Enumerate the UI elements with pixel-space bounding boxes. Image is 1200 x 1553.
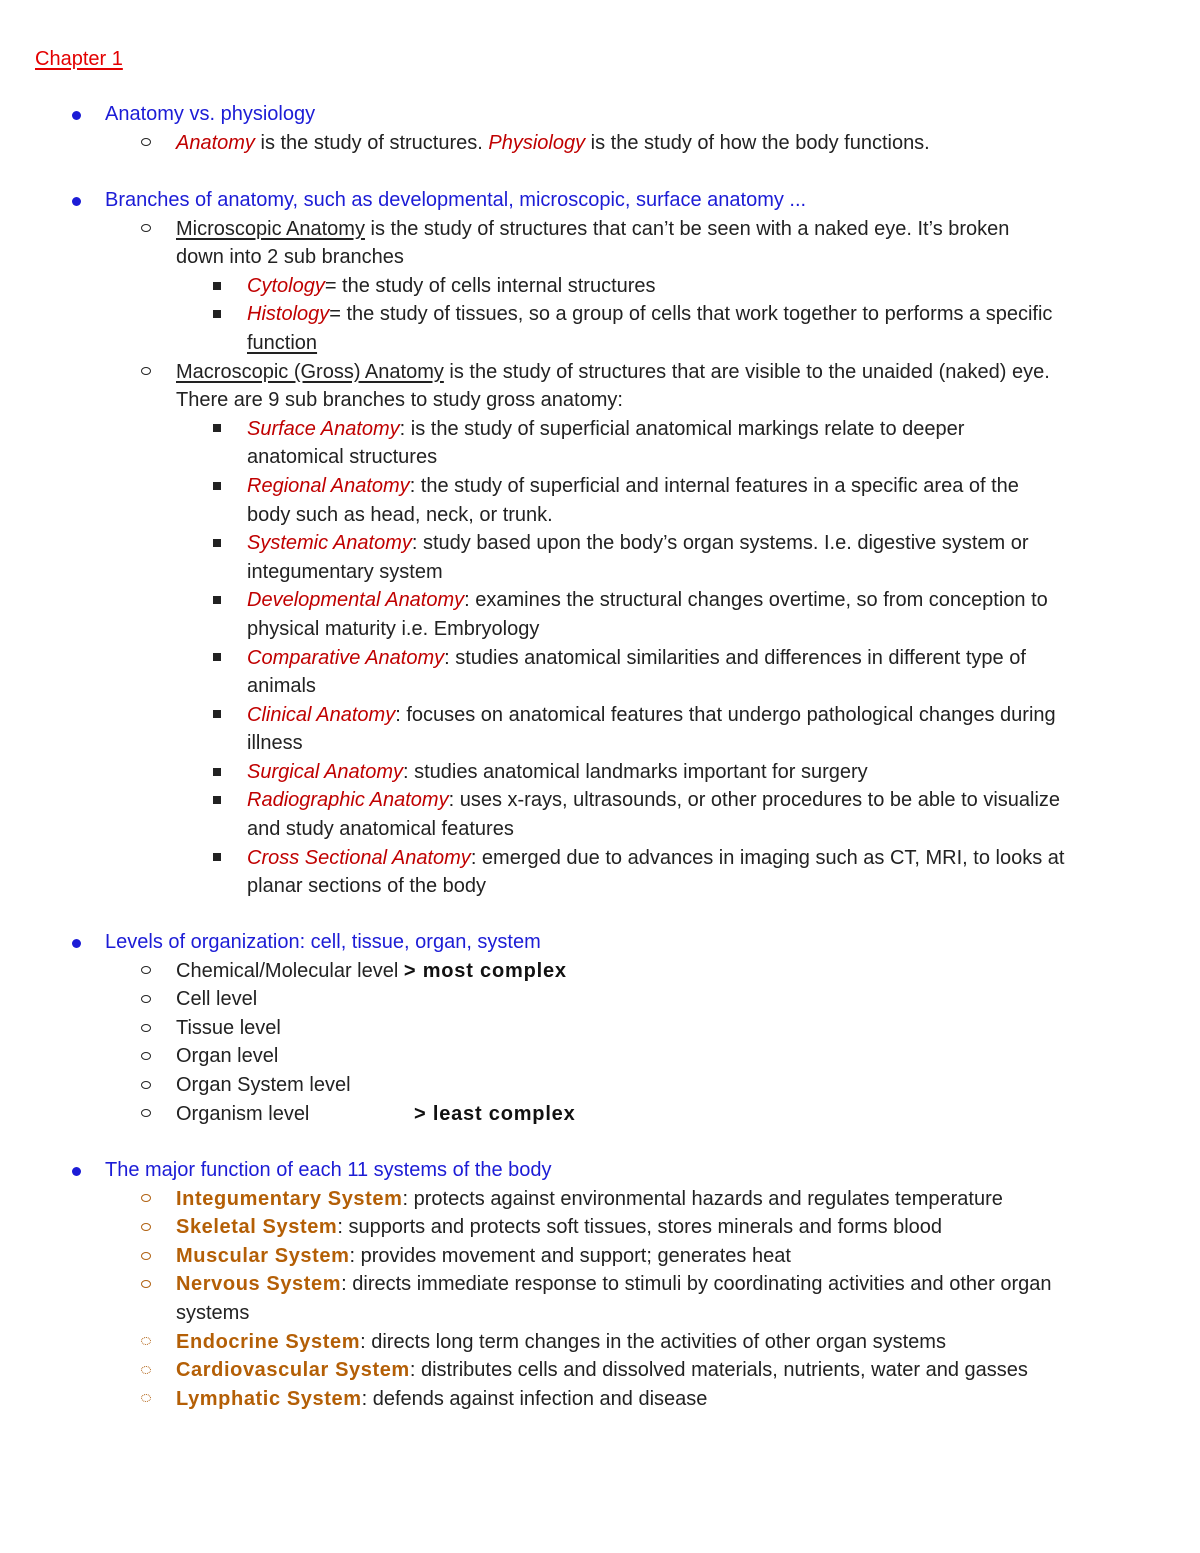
list-item: [0, 1242, 1200, 1271]
definition-text: : studies anatomical similarities and differences in different type of: [444, 646, 1026, 669]
section-branches-of-anatomy: [0, 186, 1200, 901]
definition-text: = the study of tissues, so a group of cells that work together to performs a specific: [329, 303, 1053, 326]
definition-text: : studies anatomical landmarks important for surgery: [403, 760, 868, 783]
term-systemic-anatomy: Systemic Anatomy: [247, 532, 412, 555]
list-item: [0, 1071, 1200, 1100]
page-title: Chapter 1: [35, 48, 123, 70]
list-item: [0, 1100, 1200, 1129]
list-item: [0, 215, 1200, 272]
definition-text: : is the study of superficial anatomical markings relate to deeper: [399, 417, 965, 440]
term-clinical-anatomy: Clinical Anatomy: [247, 703, 396, 726]
level-text: Organ System level: [176, 1073, 351, 1096]
definition-text-continued: physical maturity i.e. Embryology: [247, 617, 540, 640]
definition-text-continued: animals: [247, 675, 316, 698]
bullet-square-icon: [209, 758, 225, 787]
bullet-circle-icon: [138, 215, 154, 244]
level-text: Cell level: [176, 988, 258, 1011]
level-text: Chemical/Molecular level: [176, 959, 404, 982]
definition-text: : emerged due to advances in imaging such as CT, MRI, to looks at: [470, 846, 1065, 869]
list-item: [0, 1042, 1200, 1071]
definition-text-continued: function: [247, 331, 318, 354]
list-item: [0, 1014, 1200, 1043]
definition-text: : defends against infection and disease: [361, 1387, 708, 1410]
definition-text: = the study of cells internal structures: [324, 274, 656, 297]
bullet-square-icon: [209, 472, 225, 501]
bullet-dotted-circle-icon: [138, 1356, 154, 1385]
list-item: [0, 529, 1200, 586]
list-item: [0, 100, 1200, 129]
list-item: [0, 186, 1200, 215]
bullet-circle-icon: [138, 1071, 154, 1100]
list-item: [0, 644, 1200, 701]
definition-text-continued: body such as head, neck, or trunk.: [247, 503, 553, 526]
definition-text: : protects against environmental hazards and regulates temperature: [402, 1187, 1003, 1210]
bullet-square-icon: [209, 415, 225, 444]
definition-text-continued: illness: [247, 732, 303, 755]
definition-text: : uses x-rays, ultrasounds, or other procedures to be able to visualize: [448, 789, 1061, 812]
level-text: Organ level: [176, 1045, 279, 1068]
bullet-circle-icon: [138, 1100, 154, 1129]
bullet-circle-icon: [138, 129, 154, 158]
bullet-square-icon: [209, 529, 225, 558]
list-item: [0, 586, 1200, 643]
section-anatomy-vs-physiology: [0, 100, 1200, 157]
term-cardiovascular-system: Cardiovascular System: [176, 1359, 410, 1382]
definition-text: : directs long term changes in the activities of other organ systems: [360, 1330, 946, 1353]
section-levels-of-organization: [0, 928, 1200, 1128]
section-body-systems: [0, 1156, 1200, 1413]
term-histology: Histology: [247, 303, 330, 326]
list-item: [0, 1156, 1200, 1185]
list-item: [0, 1385, 1200, 1414]
definition-text: : the study of superficial and internal features in a specific area of the: [409, 474, 1019, 497]
bullet-square-icon: [209, 586, 225, 615]
list-item: [0, 415, 1200, 472]
bullet-circle-icon: [138, 1014, 154, 1043]
bullet-square-icon: [209, 300, 225, 329]
bullet-square-icon: [209, 786, 225, 815]
definition-text: : distributes cells and dissolved materials, nutrients, water and gasses: [409, 1359, 1028, 1382]
list-item: [0, 786, 1200, 843]
term-surface-anatomy: Surface Anatomy: [247, 417, 400, 440]
term-microscopic-anatomy: Microscopic Anatomy: [176, 217, 365, 240]
bullet-circle-icon: [138, 1185, 154, 1214]
term-lymphatic-system: Lymphatic System: [176, 1387, 362, 1410]
definition-text-continued: There are 9 sub branches to study gross anatomy:: [176, 389, 623, 412]
complexity-note: > most complex: [403, 959, 567, 982]
list-item: [0, 928, 1200, 957]
term-regional-anatomy: Regional Anatomy: [247, 474, 410, 497]
term-endocrine-system: Endocrine System: [176, 1330, 361, 1353]
definition-text: is the study of how the body functions.: [585, 131, 930, 154]
bullet-circle-icon: [138, 1242, 154, 1271]
list-item: [0, 1213, 1200, 1242]
list-item: [0, 985, 1200, 1014]
bullet-square-icon: [209, 272, 225, 301]
bullet-dot-icon: [68, 1156, 84, 1185]
list-item: [0, 472, 1200, 529]
list-item: [0, 844, 1200, 901]
term-developmental-anatomy: Developmental Anatomy: [247, 589, 465, 612]
definition-text: is the study of structures that are visible to the unaided (naked) eye.: [443, 360, 1050, 383]
term-anatomy: Anatomy: [176, 131, 255, 154]
term-physiology: Physiology: [488, 131, 586, 154]
list-item: [0, 358, 1200, 415]
definition-text: is the study of structures that can’t be seen with a naked eye. It’s broken: [364, 217, 1010, 240]
term-surgical-anatomy: Surgical Anatomy: [247, 760, 403, 783]
term-muscular-system: Muscular System: [176, 1244, 350, 1267]
list-item: [0, 1328, 1200, 1357]
bullet-circle-icon: [138, 1213, 154, 1242]
bullet-dot-icon: [68, 928, 84, 957]
definition-text: : examines the structural changes overtime, so from conception to: [464, 589, 1048, 612]
list-item: [0, 1356, 1200, 1385]
definition-text-continued: planar sections of the body: [247, 875, 487, 898]
bullet-square-icon: [209, 844, 225, 873]
term-nervous-system: Nervous System: [176, 1273, 342, 1296]
bullet-dotted-circle-icon: [138, 1328, 154, 1357]
term-comparative-anatomy: Comparative Anatomy: [247, 646, 445, 669]
bullet-circle-icon: [138, 1042, 154, 1071]
definition-text: : focuses on anatomical features that undergo pathological changes during: [395, 703, 1056, 726]
definition-text: is the study of structures.: [254, 131, 489, 154]
bullet-dot-icon: [68, 100, 84, 129]
list-item: [0, 129, 1200, 158]
bullet-circle-icon: [138, 957, 154, 986]
term-skeletal-system: Skeletal System: [176, 1216, 338, 1239]
complexity-note: > least complex: [414, 1102, 576, 1125]
list-item: [0, 957, 1200, 986]
definition-text: : study based upon the body’s organ systems. I.e. digestive system or: [411, 532, 1029, 555]
definition-text-continued: integumentary system: [247, 560, 443, 583]
list-item: [0, 701, 1200, 758]
term-cytology: Cytology: [247, 274, 325, 297]
section-heading: The major function of each 11 systems of the body: [105, 1159, 552, 1181]
term-cross-sectional-anatomy: Cross Sectional Anatomy: [247, 846, 471, 869]
bullet-square-icon: [209, 701, 225, 730]
bullet-dotted-circle-icon: [138, 1385, 154, 1414]
bullet-circle-icon: [138, 985, 154, 1014]
level-text: Tissue level: [176, 1016, 281, 1039]
definition-text-continued: systems: [176, 1301, 250, 1324]
level-text: Organism level: [176, 1102, 310, 1125]
bullet-circle-icon: [138, 358, 154, 387]
definition-text: : directs immediate response to stimuli by coordinating activities and other organ: [341, 1273, 1052, 1296]
term-radiographic-anatomy: Radiographic Anatomy: [247, 789, 449, 812]
definition-text: : provides movement and support; generates heat: [349, 1244, 791, 1267]
list-item: [0, 1185, 1200, 1214]
list-item: [0, 272, 1200, 301]
list-item: [0, 300, 1200, 357]
bullet-dot-icon: [68, 186, 84, 215]
term-macroscopic-anatomy: Macroscopic (Gross) Anatomy: [176, 360, 444, 383]
section-heading: Levels of organization: cell, tissue, organ, system: [105, 931, 541, 953]
term-integumentary-system: Integumentary System: [176, 1187, 403, 1210]
bullet-circle-icon: [138, 1270, 154, 1299]
list-item: [0, 1270, 1200, 1327]
bullet-square-icon: [209, 644, 225, 673]
section-heading: Anatomy vs. physiology: [105, 103, 316, 125]
definition-text-continued: down into 2 sub branches: [176, 246, 404, 269]
list-item: [0, 758, 1200, 787]
definition-text-continued: anatomical structures: [247, 446, 438, 469]
definition-text-continued: and study anatomical features: [247, 818, 514, 841]
section-heading: Branches of anatomy, such as developmental, microscopic, surface anatomy ...: [105, 189, 807, 211]
definition-text: : supports and protects soft tissues, stores minerals and forms blood: [337, 1216, 943, 1239]
